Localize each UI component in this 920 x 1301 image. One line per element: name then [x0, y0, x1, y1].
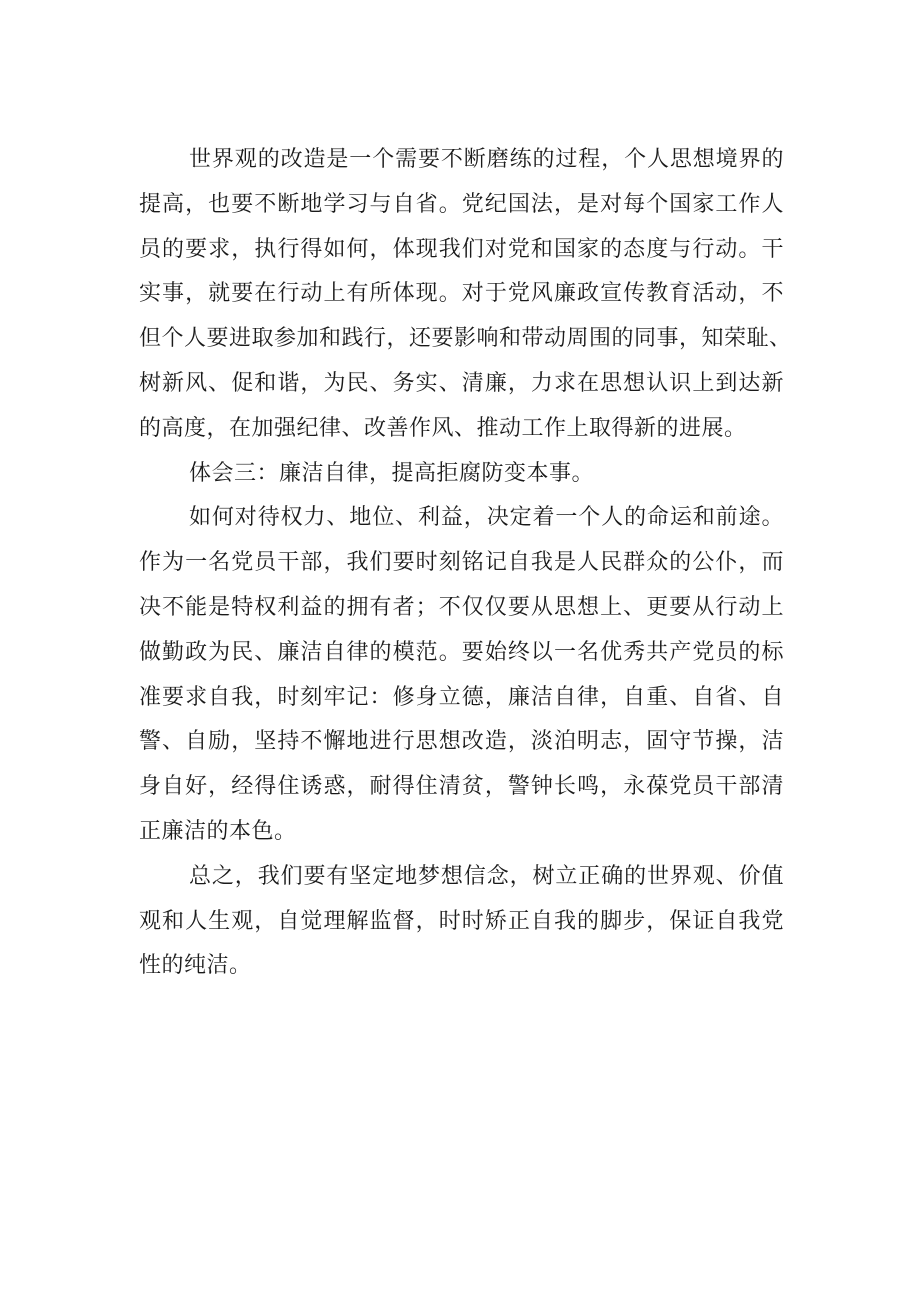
text-line: 正廉洁的本色。	[139, 818, 297, 844]
text-line: 总之，我们要有坚定地梦想信念，树立正确的世界观、价值	[189, 863, 784, 889]
text-line: 身自好，经得住诱惑，耐得住清贫，警钟长鸣，永葆党员干部清	[139, 774, 784, 800]
text-line: 警、自励，坚持不懈地进行思想改造，淡泊明志，固守节操，洁	[139, 729, 784, 755]
text-line: 但个人要进取参加和践行，还要影响和带动周围的同事，知荣耻、	[139, 326, 792, 352]
text-line: 性的纯洁。	[139, 953, 252, 979]
text-line: 世界观的改造是一个需要不断磨练的过程，个人思想境界的	[189, 147, 784, 172]
text-line: 实事，就要在行动上有所体现。对于党风廉政宣传教育活动，不	[139, 281, 784, 307]
paragraph-conclusion	[139, 855, 784, 989]
text-line: 观和人生观，自觉理解监督，时时矫正自我的脚步，保证自我党	[139, 908, 784, 934]
heading-line: 体会三：廉洁自律，提高拒腐防变本事。	[189, 460, 595, 486]
text-line: 提高，也要不断地学习与自省。党纪国法，是对每个国家工作人	[139, 191, 784, 217]
paragraph-worldview	[139, 138, 792, 452]
text-line: 做勤政为民、廉洁自律的模范。要始终以一名优秀共产党员的标	[139, 639, 784, 665]
text-line: 作为一名党员干部，我们要时刻铭记自我是人民群众的公仆，而	[139, 550, 784, 576]
text-line: 树新风、促和谐，为民、务实、清廉，力求在思想认识上到达新	[139, 370, 784, 396]
section-heading-three	[139, 452, 784, 497]
text-line: 员的要求，执行得如何，体现我们对党和国家的态度与行动。干	[139, 236, 784, 262]
text-line: 决不能是特权利益的拥有者；不仅仅要从思想上、更要从行动上	[139, 594, 784, 620]
text-line: 如何对待权力、地位、利益，决定着一个人的命运和前途。	[189, 505, 784, 531]
paragraph-power	[139, 496, 784, 854]
document-body	[139, 138, 792, 989]
text-line: 的高度，在加强纪律、改善作风、推动工作上取得新的进展。	[139, 415, 747, 441]
text-line: 准要求自我，时刻牢记：修身立德，廉洁自律，自重、自省、自	[139, 684, 784, 710]
